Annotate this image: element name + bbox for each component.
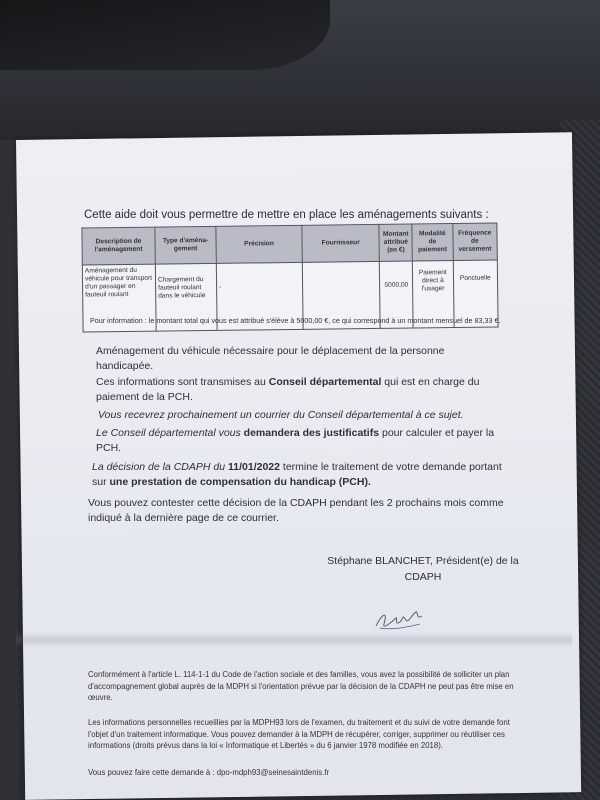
paragraph-contester: Vous pouvez contester cette décision de la CDAPH pendant les 2 prochains mois comme indiqué à la dernière page de ce courrier. [88, 497, 504, 524]
paragraph-transmission: Ces informations sont transmises au Conseil départemental qui est en charge du paiement de la PCH. [96, 376, 480, 403]
legal-plan-accompagnement: Conformément à l'article L. 114-1-1 du Code de l'action sociale et des familles, vous avez la possibilité de solliciter un plan d'accompagnement global auprès de la MDPH si l'orientation prévue par la décision de la CDAPH ne peut pas être mise en œuvre. [88, 670, 514, 702]
seat-edge [0, 140, 18, 800]
intro-line: Cette aide doit vous permettre de mettre en place les aménagements suivants : [84, 209, 489, 221]
paragraph-amenagement: Aménagement du véhicule nécessaire pour le déplacement de la personne handicapée. [96, 345, 445, 372]
legal-contact-dpo: Vous pouvez faire cette demande à : dpo-mdph93@seinesaintdenis.fr [88, 768, 330, 777]
col-type: Type d'aména-gement [155, 226, 216, 264]
paper-fold [16, 632, 572, 648]
handwritten-signature [370, 600, 430, 636]
cell-frequency: Ponctuelle [453, 260, 498, 328]
info-note: Pour information : le montant total qui vous est attribué s'élève à 5000,00 €, ce qui correspond à un montant mensuel de 83,33 €. [90, 316, 501, 325]
col-description: Description de l'aménagement [82, 227, 155, 265]
cell-precision: - [216, 262, 303, 330]
cell-amount: 5000,00 [380, 261, 414, 328]
justificatifs-emphasis: demandera des justificatifs [243, 427, 380, 439]
paragraph-decision: La décision de la CDAPH du 11/01/2022 termine le traitement de votre demande portant sur une prestation de compensation du handicap (PCH). [92, 461, 502, 488]
paragraph-justificatifs: Le Conseil départemental vous demandera des justificatifs pour calculer et payer la PCH. [96, 427, 495, 454]
col-precision: Précision [216, 225, 302, 263]
cell-type: Chargement du fauteuil roulant dans le véhicule [155, 263, 217, 331]
col-frequency: Fréquence de versement [452, 223, 497, 261]
signatory-name: Stéphane BLANCHET, Président(e) de la CDAPH [327, 555, 519, 583]
seat-strap [0, 0, 330, 70]
pch-emphasis: une prestation de compensation du handicap (PCH). [109, 476, 371, 488]
legal-informatique-libertes: Les informations personnelles recueillies par la MDPH93 lors de l'examen, du traitement et du suivi de votre demande font l'objet d'un traitement informatique. Vous pouvez demander à la MDPH de récupérer, corriger, supprimer ou réutiliser ces informations (droits prévus dans la loi « Informatique et Libertés » du 6 janvier 1978 modifiée en 2018). [88, 718, 510, 750]
conseil-departemental: Conseil départemental [268, 376, 382, 388]
cell-description: Aménagement du véhicule pour transport d'un passager en fauteuil roulant [82, 264, 156, 332]
col-payment-mode: Modalité de paiement [412, 224, 453, 261]
paragraph-courrier: Vous recevrez prochainement un courrier du Conseil départemental à ce sujet. [98, 409, 464, 421]
decision-date: 11/01/2022 [228, 461, 280, 473]
table-header-row [82, 223, 497, 265]
col-amount: Montant attribué (en €) [379, 224, 412, 261]
cell-payment-mode: Paiement direct à l'usager [412, 261, 453, 328]
car-interior-background [0, 0, 600, 140]
col-supplier: Fournisseur [302, 224, 380, 262]
